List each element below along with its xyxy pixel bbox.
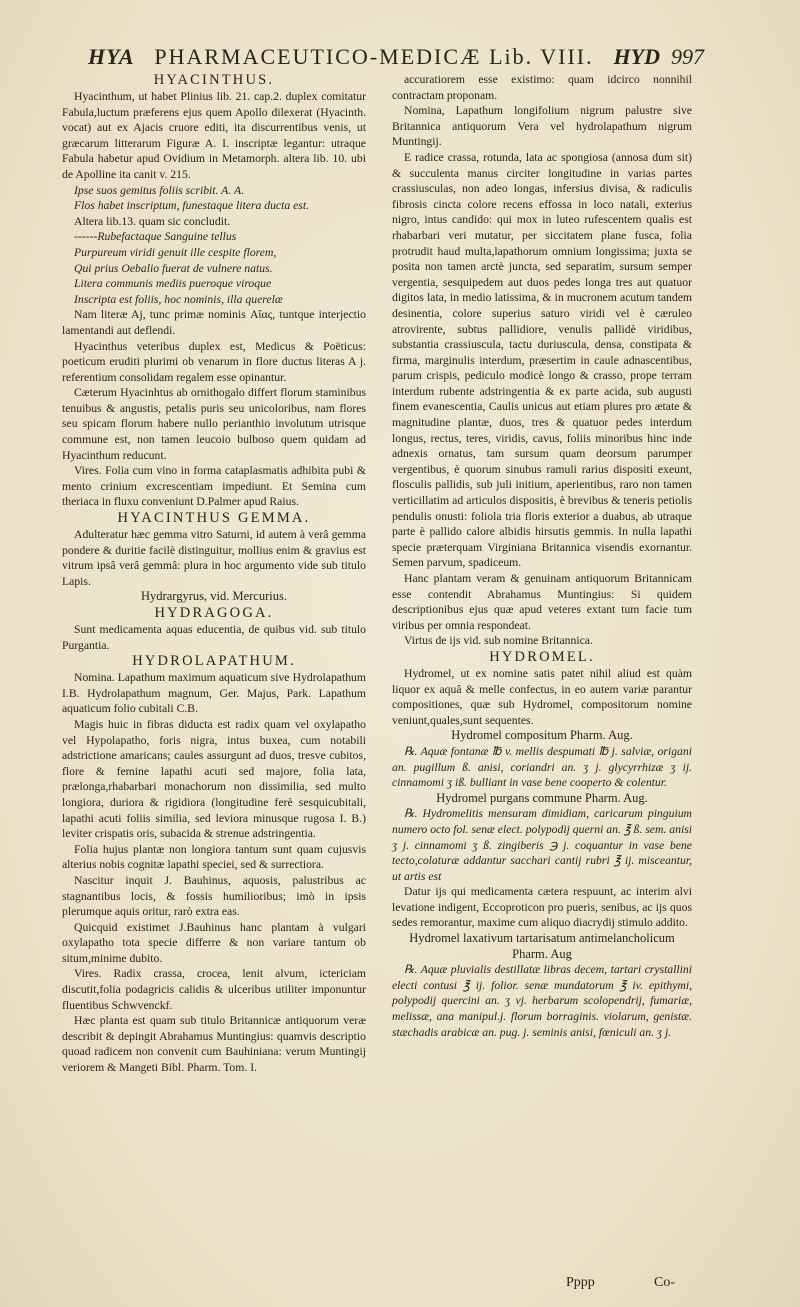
body-paragraph: Hyacinthus veteribus duplex est, Medicus & Poëticus: poeticum eruditi plurimi ob venarum in flore ductus literas A j. referentium consolidam regalem esse opinantur. xyxy=(62,339,366,384)
recipe-paragraph: ℞. Aquæ pluvialis destillatæ libras decem, tartari crystallini electi contusi ℥ ij. folior. senæ mundatorum ℥ iv. epithymi, polypodij quercini an. ʒ vj. herbarum scolopendrij, fumariæ, melissæ, ana manipul.j. florum borraginis. violarum, genistæ. stæchadis arabicæ an. pug. j. seminis anisi, fœniculi an. ʒ j. xyxy=(392,963,692,1039)
body-paragraph: Virtus de ijs vid. sub nomine Britannica. xyxy=(404,634,593,648)
verse-line: Purpureum viridi genuit ille cespite florem, xyxy=(74,245,277,259)
body-paragraph: Hanc plantam veram & genuinam antiquorum Britannicam esse contendit Abrahamus Muntingius: Si quidem descriptionibus ejus quæ apud veteres extant tum facie tum viribus per omnia respondeat. xyxy=(392,572,692,632)
running-head-left: HYA xyxy=(88,44,135,69)
body-paragraph: Hæc planta est quam sub titulo Britannicæ antiquorum veræ describit & depingit Abrahamus Muntingius: quamvis descriptio quoad radicem non convenit cum Bauhiniana: verum Muntingij veriorem & Mangeti Bibl. Pharm. Tom. I. xyxy=(62,1014,366,1075)
subheading: Hydrargyrus, vid. Mercurius. xyxy=(141,589,287,604)
subheading: Hydromel laxativum tartarisatum antimelancholicum Pharm. Aug xyxy=(409,931,675,961)
recipe-paragraph: ℞. Aquæ fontanæ ℔ v. mellis despumati ℔ j. salviæ, origani an. pugillum ß. anisi, coriandri an. ʒ j. glycyrrhizæ ʒ ij. cinnamomi ʒ iß. bulliant in vase bene cooperto & colentur. xyxy=(392,744,692,790)
body-paragraph: Datur ijs qui medicamenta cætera respuunt, ac interim alvi levatione indigent, Eccoproticon pro pueris, senibus, ac ijs quos sedes remorantur, maxime cum aliquo diacrydij stimulo addito. xyxy=(392,885,692,930)
right-column xyxy=(392,72,692,1040)
verse-line: Flos habet inscriptum, funestaque litera ducta est. xyxy=(74,199,310,213)
subheading: Hydromel compositum Pharm. Aug. xyxy=(451,728,633,743)
body-paragraph: Nascitur inquit J. Bauhinus, aquosis, palustribus ac stagnantibus locis, & fossis humilioribus; imò in ipsis plerumque aquis oritur, rarò extra eas. xyxy=(62,873,366,919)
body-paragraph: Nam literæ Aj, tunc primæ nominis Αἴας, tuntque interjectio lamentandi aut deflendi. xyxy=(62,308,366,337)
verse-line: Inscripta est foliis, hoc nominis, illa querelæ xyxy=(74,292,283,306)
verse-line: ------Rubefactaque Sanguine tellus xyxy=(74,230,237,244)
signature-mark: Pppp xyxy=(566,1275,595,1290)
section-heading: HYDRAGOGA. xyxy=(154,605,274,621)
verse-line: Litera communis mediis pueroque viroque xyxy=(74,277,272,291)
body-paragraph: Vires. Folia cum vino in forma cataplasmatis adhibita pubi & mento crinium excrescentiam impediunt. Et Semina cum theriaca in fluxu conveniunt D.Palmer apud Raius. xyxy=(62,464,366,509)
catchword: Co- xyxy=(654,1275,675,1290)
section-heading: HYACINTHUS GEMMA. xyxy=(117,510,311,527)
body-paragraph: Hydromel, ut ex nomine satis patet nihil aliud est quàm liquor ex aquâ & melle confectus, in eo autem variæ parantur compositiones, quæ sub Hydromel, compositorum nomine veniunt,quales,sunt sequentes. xyxy=(392,666,692,727)
subheading: Hydromel purgans commune Pharm. Aug. xyxy=(436,790,648,805)
body-paragraph: Nomina, Lapathum longifolium nigrum palustre sive Britannica antiquorum Vera vel hydrolapathum nigrum Muntingij. xyxy=(392,104,692,149)
body-paragraph: Quicquid existimet J.Bauhinus hanc plantam à vulgari oxylapatho tota specie differre & non variare tantum ob situm,minime dubito. xyxy=(62,920,366,965)
verse-line: Qui prius Oebalio fuerat de vulnere natus. xyxy=(74,261,273,275)
section-heading: HYDROMEL. xyxy=(489,648,595,665)
body-paragraph: Vires. Radix crassa, crocea, lenit alvum, ictericiam discutit,folia podagricis calidis & ulceribus utiliter imponuntur fluentibus Schwvenckf. xyxy=(62,967,366,1012)
body-paragraph: Adulteratur hæc gemma vitro Saturni, id autem à verâ gemma pondere & duritie facilè distinguitur, mollius enim & gravius est vitrum ipsâ verâ gemmâ: plura in hoc argumento vide sub titulo Lapis. xyxy=(62,528,366,588)
body-paragraph: E radice crassa, rotunda, lata ac spongiosa (annosa dum sit) & succulenta manus circiter longitudine in varias partes crassiusculas, non adeo longas, infersius divisa, & radiculis fibrosis cincta colore recens effossa in loco natali, exterius nigro, intus candido: qui mox in luteo rufescentem qualis est rhabarbari veri mutatur, per siccitatem plane fusca, folia protrudit haud multa,lapathorum omnium longissima; juxta se posita non tamen arctè juncta, sed separatim, sursum semper vergentia, sesquipedem aut duos pedes longa tres aut quatuor digitos lata, in medio latissima, & in mucronem acutum tandem desinentia, colore superius saturo viridi vel è cæruleo atrovirente, subtus pallidiore, venulis pallidè viridibus, substantia crassiuscula, tactu duriuscula, densa, constipata & firma, marginulis interdum, præsertim in caule adnascentibus, parum crispis, pediculo modicè longo & crasso, prope terram interdum rubente adstringentia & ex parte acida, sub augusti finem evanescentia, Caulis unicus aut etiam plures pro ætate & magnitudine plantæ, duos, tres & quatuor pedes interdum longus, rectus, teres, viridis, cavus, foliis minoribus hinc inde adnexis ornatus, tam sursum quam deorsum parumper vergentibus, è quorum sinubus ramuli rarius dispositi exeunt, flosculis pallidis, sub juli initium, aperientibus, raro non tamen verticillatim ad articulos dispositis, è brevibus & teneris petiolis pendulis onusti: foliola tria floris exterior a duabus, ab utraque parte è pallido calore albidis hirsutis gemmis. In nulla lapathi specie præterquam Virginiana Britannica visendis exornantur. Semen parvum, spadiceum. xyxy=(392,150,692,570)
page-number: 997 xyxy=(671,44,704,69)
running-head-title: PHARMACEUTICO-MEDICÆ Lib. VIII. xyxy=(154,44,594,69)
body-paragraph: Magis huic in fibras diducta est radix quam vel oxylapatho vel Hypolapatho, foris nigra, intus buxea, cum notabili adstrictione amaricans; caules assurgunt ad duos, tresve cubitos, flore & femine lapathi acuti sed majore, folia lata, prælonga,rhabarbari monachorum non dissimilia, sed multo longiora, duriora & rigidiora (longitudine ferè sesquicubitali, lapathi acuti foliis similia, sed leviora minusque rugosa I. B.) leviter crispatis oris, subacida & strenue adstringentia. xyxy=(62,717,366,841)
section-heading: HYDROLAPATHUM. xyxy=(132,653,296,670)
running-head xyxy=(88,44,704,72)
body-paragraph: Cæterum Hyacinhtus ab ornithogalo differt florum staminibus tenuibus & angustis, petalis puris seu unicoloribus, nam flores seu spicam florum habere nullo perianthio involutum utrisque commune est, non tamen leucoio bulboso quem quidam ad Hyacinthum reducunt. xyxy=(62,386,366,462)
body-paragraph: Hyacinthum, ut habet Plinius lib. 21. cap.2. duplex comitatur Fabula,luctum præferens ejus quem Apollo dilexerat (Hyacinth. vocat) aut ex Ajacis cruore editi, ita discurrentibus venis, ut græcarum litterarum Figuræ A. I. inscriptæ legantur: utraque Fabula habetur apud Ovidium in Metamorph. altera lib. 10. ubi de Apolline ita canit v. 215. xyxy=(62,90,366,181)
verse-line: Ipse suos gemitus foliis scribit. A. A. xyxy=(74,183,245,197)
left-column xyxy=(62,72,366,1076)
body-paragraph: Folia hujus plantæ non longiora tantum sunt quam cujusvis alterius nobis cognitæ lapathi speciei, sed & surrectiora. xyxy=(62,842,366,872)
running-head-right: HYD xyxy=(613,44,660,69)
body-paragraph: accuratiorem esse existimo: quam idcirco nonnihil contractam proponam. xyxy=(392,73,692,102)
section-heading: HYACINTHUS. xyxy=(153,72,275,88)
body-paragraph: Sunt medicamenta aquas educentia, de quibus vid. sub titulo Purgantia. xyxy=(62,623,366,652)
body-paragraph: Altera lib.13. quam sic concludit. xyxy=(74,214,231,228)
recipe-paragraph: ℞. Hydromelitis mensuram dimidiam, caricarum pinguium numero octo fol. senæ elect. polypodij querni an. ℥ ß. sem. anisi ʒ j. cinnamomi ʒ ß. zingiberis ℈ j. coquantur in vase bene tecto,colaturæ addantur sacchari cantij rubri ℥ ij. misceantur, ut artis est xyxy=(392,807,692,883)
body-paragraph: Nomina. Lapathum maximum aquaticum sive Hydrolapathum I.B. Hydrolapathum magnum, Ger. Majus, Park. Lapathum aquaticum folio cubitali C.B. xyxy=(62,671,366,716)
